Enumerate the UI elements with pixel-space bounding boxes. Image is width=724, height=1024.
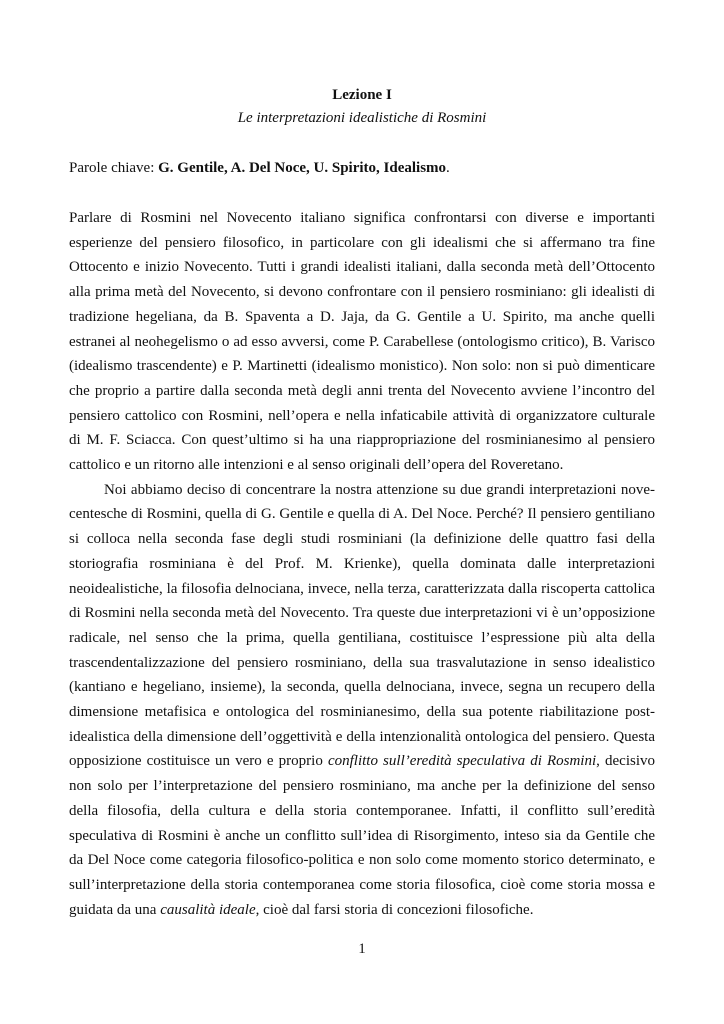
paragraph-1: Parlare di Rosmini nel Novecento italiano significa confrontarsi con diverse e importanti esperienze del pensiero filosofico, in particolare con gli idealismi che si affermano tra fine Ottocento e inizio Novecento. Tutti i grandi idealisti italiani, dalla seconda metà dell’Ottocento alla prima metà del Novecento, si devono confrontare con il pensiero rosminiano: gli idealisti di tradizione hegeliana, da B. Spaventa a D. Jaja, da G. Gentile a U. Spirito, ma anche quelli estranei al neohegelismo o ad esso avversi, come P. Carabellese (ontologismo critico), B. Varisco (idealismo trascendente) e P. Martinetti (idealismo monistico). Non solo: non si può dimenticare che proprio a partire dalla seconda metà degli anni trenta del Novecento avviene l’incontro del pensiero cattolico con Rosmini, nell’opera e nella infaticabile attività di organizzatore culturale di M. F. Sciacca. Con quest’ultimo si ha una riappropriazione del rosminianesimo al pensiero cattolico e un ritorno alle intenzioni e al senso originali dell’opera del Roveretano. xyxy=(69,210,655,474)
keywords-label: Parole chiave: xyxy=(69,160,159,176)
paragraph-2-italic-b: causalità ideale xyxy=(160,901,256,918)
lesson-subtitle: Le interpretazioni idealistiche di Rosmini xyxy=(237,110,487,126)
page-number: 1 xyxy=(358,941,366,957)
keywords-end: . xyxy=(446,160,450,176)
paragraph-2-text-c: , cioè dal farsi storia di concezioni filosofiche. xyxy=(255,901,534,918)
paragraph-2-text-b: , decisivo non solo per l’interpretazione del pensiero rosminiano, ma anche per la definizione del senso della filosofia, della cultura e della storia contemporanee. Infatti, il conflitto sull’eredità speculativa di Rosmini è anche un conflitto sull’idea di Risorgimento, inteso sia da Gentile che da Del Noce come categoria filosofico-politica e non solo come momento storico determinato, e sull’interpretazione della storia contemporanea come storia filosofica, cioè come storia mossa e guidata da una xyxy=(69,753,655,918)
paragraph-2-italic-a: conflitto sull’eredità speculativa di Rosmini xyxy=(327,753,597,770)
keywords-line xyxy=(69,157,655,180)
keywords-values: G. Gentile, A. Del Noce, U. Spirito, Idealismo xyxy=(158,160,447,176)
paragraph-2 xyxy=(69,478,655,923)
lesson-title: Lezione I xyxy=(332,87,392,103)
paragraph-2-text-a: Noi abbiamo deciso di concentrare la nostra attenzione su due grandi interpretazioni novecentesche di Rosmini, quella di G. Gentile e quella di A. Del Noce. Perché? Il pensiero gentiliano si colloca nella seconda fase degli studi rosminiani (la definizione delle quattro fasi della storiografia rosminiana è del Prof. M. Krienke), quella dominata dalle interpretazioni neoidealistiche, la filosofia delnociana, invece, nella terza, caratterizzata dalla riscoperta cattolica di Rosmini nella seconda metà del Novecento. Tra queste due interpretazioni vi è un’opposizione radicale, nel senso che la prima, quella gentiliana, costituisce l’espressione più alta della trascendentalizzazione del pensiero rosminiano, della sua trasvalutazione in senso idealistico (kantiano e hegeliano, insieme), la seconda, quella delnociana, invece, segna un recupero della dimensione metafisica e ontologica del rosminianesimo, della sua potente riabilitazione post-idealistica della dimensione dell’oggettività e della intenzionalità ontologica del pensiero. Questa opposizione costituisce un vero e proprio xyxy=(69,481,655,770)
document-page xyxy=(69,84,655,922)
